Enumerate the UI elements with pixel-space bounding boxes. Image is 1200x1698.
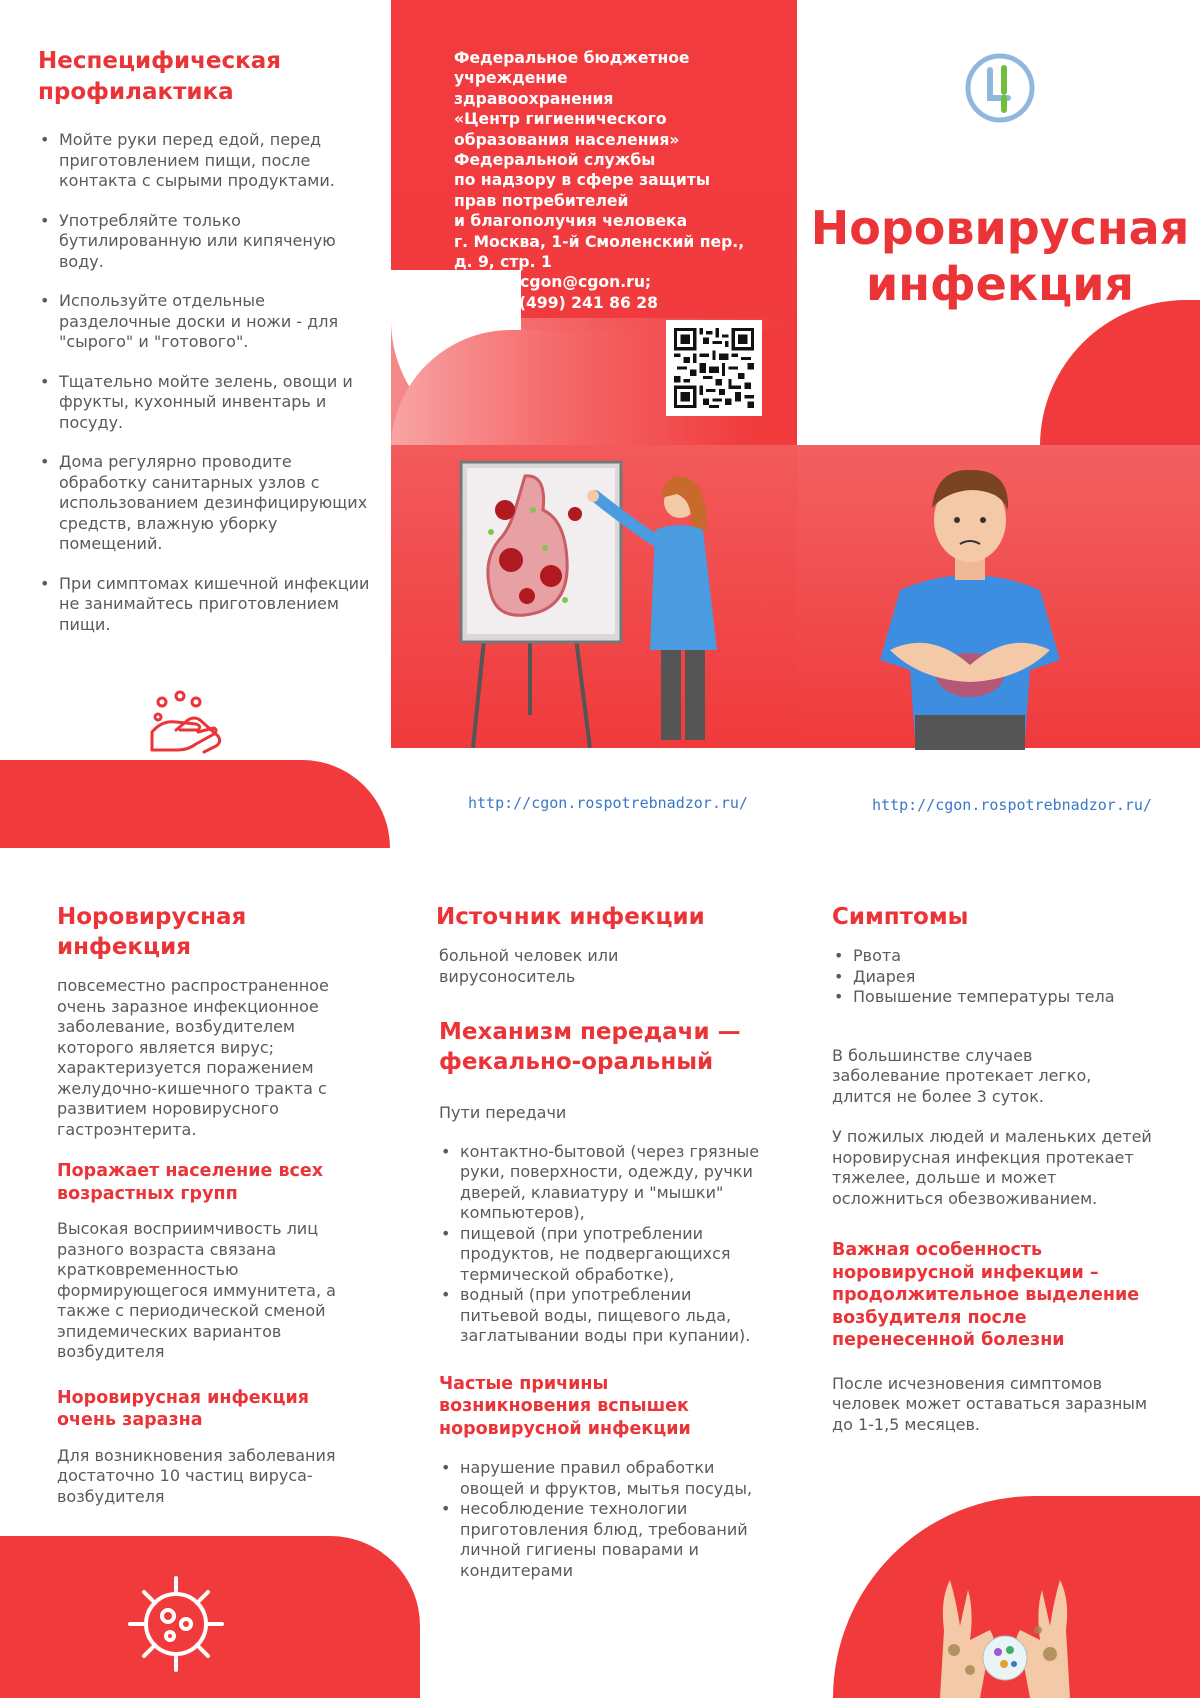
man-stomachache-illustration: [860, 460, 1080, 750]
org-phone: тел.: 8 (499) 241 86 28: [454, 293, 658, 312]
list-item: • Употребляйте только бутилированную или кипяченую воду.: [38, 211, 378, 273]
symptoms-title: Симптомы: [832, 904, 969, 930]
prevention-list: [38, 130, 378, 635]
column-symptoms: [832, 902, 1162, 1435]
doctor-presentation-illustration: [455, 450, 735, 750]
source-title: Источник инфекции: [436, 904, 705, 930]
source-text: больной человек или вирусоноситель: [439, 946, 619, 986]
org-line: д. 9, стр. 1: [454, 253, 552, 272]
list-item: • несоблюдение технологии приготовления блюд, требований личной гигиены поварами и кондитерами: [439, 1499, 769, 1581]
prevention-panel: [38, 46, 378, 654]
causes-list: [439, 1458, 769, 1581]
list-item: • Рвота: [832, 946, 1162, 967]
list-item: • контактно-бытовой (через грязные руки, поверхности, одежду, ручки дверей, клавиатуру и "мышки" компьютеров),: [439, 1142, 774, 1224]
org-line: «Центр гигиенического: [454, 110, 667, 129]
list-item: • Дома регулярно проводите обработку санитарных узлов с использованием дезинфицирующих средств, влажную уборку помещений.: [38, 452, 378, 555]
list-item: • Тщательно мойте зелень, овощи и фрукты, кухонный инвентарь и посуду.: [38, 372, 378, 434]
contagious-text: Для возникновения заболевания достаточно 10 частиц вируса-возбудителя: [57, 1445, 336, 1506]
org-line: образования населения»: [454, 130, 680, 149]
list-item: • водный (при употреблении питьевой воды, пищевого льда, заглатывании воды при купании).: [439, 1285, 774, 1347]
cgon-logo-icon: [964, 52, 1036, 124]
org-line: Федеральное бюджетное: [454, 49, 690, 67]
list-item: • Мойте руки перед едой, перед приготовлением пищи, после контакта с сырыми продуктами.: [38, 130, 378, 192]
qr-code-image: [674, 328, 754, 408]
website-link-right[interactable]: http://cgon.rospotrebnadzor.ru/: [872, 796, 1152, 814]
elderly-text: У пожилых людей и маленьких детей норовирусная инфекция протекает тяжелее, дольше и может осложниться обезвоживанием.: [832, 1127, 1152, 1208]
website-link-left[interactable]: http://cgon.rospotrebnadzor.ru/: [468, 794, 748, 812]
list-item: • Используйте отдельные разделочные доски и ножи - для "сырого" и "готового".: [38, 291, 378, 353]
column-about: [57, 902, 367, 1507]
severity-text: В большинстве случаев заболевание протекает легко, длится не более 3 суток.: [832, 1045, 1092, 1106]
red-corner-left: [0, 760, 390, 848]
org-line: прав потребителей: [454, 191, 629, 210]
list-item: • пищевой (при употреблении продуктов, не подвергающихся термической обработке),: [439, 1224, 774, 1286]
list-item: • При симптомах кишечной инфекции не занимайтесь приготовлением пищи.: [38, 574, 378, 636]
org-line: г. Москва, 1-й Смоленский пер.,: [454, 232, 745, 251]
paths-label: Пути передачи: [439, 1103, 567, 1122]
about-title: Норовирусная инфекция: [57, 904, 247, 960]
qr-code[interactable]: [666, 320, 762, 416]
causes-heading: Частые причины возникновения вспышек норовирусной инфекции: [439, 1373, 691, 1439]
virus-icon: [124, 1572, 228, 1676]
org-line: по надзору в сфере защиты: [454, 171, 710, 190]
org-line: и благополучия человека: [454, 212, 688, 231]
list-item: • Повышение температуры тела: [832, 987, 1162, 1008]
org-email: e-mail: cgon@cgon.ru;: [454, 273, 652, 292]
list-item: • нарушение правил обработки овощей и фруктов, мытья посуды,: [439, 1458, 769, 1499]
organization-info: [454, 48, 764, 313]
feature-heading: Важная особенность норовирусной инфекции – продолжительное выделение возбудителя после перенесенной болезни: [832, 1240, 1140, 1350]
dirty-hands-illustration: [930, 1570, 1080, 1698]
mechanism-title: Механизм передачи — фекально-оральный: [439, 1019, 741, 1075]
cover-title-line1: Норовирусная: [810, 201, 1190, 255]
column-source: [436, 902, 776, 1581]
prevention-title: Неспецифическая профилактика: [38, 48, 281, 105]
cover-title-line2: инфекция: [866, 257, 1134, 311]
cover-title: [800, 200, 1200, 312]
hand-washing-icon: [148, 690, 224, 756]
ages-text: Высокая восприимчивость лиц разного возраста связана кратковременностью формирующегося иммунитета, а также с периодической сменой эпидемических вариантов возбудителя: [57, 1219, 336, 1361]
org-line: здравоохранения: [454, 89, 614, 108]
ages-heading: Поражает население всех возрастных групп: [57, 1161, 324, 1204]
org-line: Федеральной службы: [454, 151, 656, 170]
contagious-heading: Норовирусная инфекция очень заразна: [57, 1387, 310, 1430]
white-fill: [797, 300, 1040, 446]
about-text: повсеместно распространенное очень заразное инфекционное заболевание, возбудителем которого является вирус; характеризуется поражением желудочно-кишечного тракта с развитием норовирусного гастроэнтерита.: [57, 976, 329, 1139]
paths-list: [439, 1142, 774, 1347]
symptoms-list: [832, 946, 1162, 1008]
org-line: учреждение: [454, 69, 568, 88]
list-item: • Диарея: [832, 967, 1162, 988]
contagious-period-text: После исчезновения симптомов человек может оставаться заразным до 1-1,5 месяцев.: [832, 1373, 1148, 1434]
